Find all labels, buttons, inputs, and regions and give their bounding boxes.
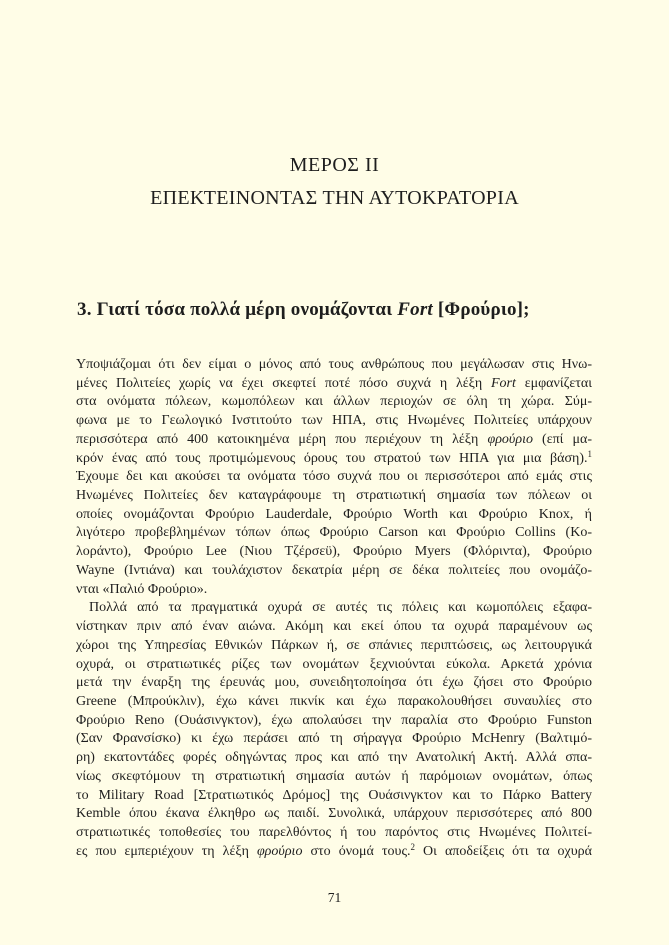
text-run: κρόν ένας από τους προτιμώμενους όρους του στρατού των ΗΠΑ για μια βάση). [76, 450, 588, 466]
body-line [76, 749, 592, 768]
body-line [76, 674, 592, 693]
part-heading [0, 155, 669, 208]
body-line [76, 787, 592, 806]
text-run: νίως σκεφτόμουν τη στρατιωτική σημασία αυτών ή παρόμοιων ονομάτων, όπως [76, 768, 592, 784]
chapter-heading [77, 299, 593, 321]
text-run: Fort [491, 375, 516, 391]
text-run: νται «Παλιό Φρούριο». [76, 581, 208, 597]
text-run: οχυρά, οι στρατιωτικές ρίζες των ονομάτων ξεχνιούνται εύκολα. Αρκετά χρόνια [76, 656, 592, 672]
body-line [76, 524, 592, 543]
text-run: φωνα με το Γεωλογικό Ινστιτούτο των ΗΠΑ, στις Ηνωμένες Πολιτείες υπάρχουν [76, 413, 592, 429]
text-run: μένες Πολιτείες χωρίς να έχει σκεφτεί ποτέ πόσο συχνά η λέξη [76, 375, 491, 391]
text-run: (επί μα- [532, 431, 592, 447]
body-line [76, 543, 592, 562]
page-number: 71 [327, 890, 342, 905]
body-line [76, 618, 592, 637]
body-line [76, 599, 592, 618]
text-run: Fort [397, 299, 433, 320]
text-run: Πολλά από τα πραγματικά οχυρά σε αυτές τις πόλεις και κωμοπόλεις εξαφα- [89, 600, 592, 616]
text-run: Έχουμε δει και ακούσει τα ονόματα τόσο συχνά που οι περισσότεροι από εμάς στις [76, 469, 592, 485]
body-line [76, 375, 592, 394]
text-run: [Φρούριο]; [432, 299, 530, 320]
text-run: στρατιωτικές τοποθεσίες του παρελθόντος ή του παρόντος στις Ηνωμένες Πολιτεί- [76, 824, 592, 840]
body-line [76, 487, 592, 506]
text-run: περισσότερα από 400 κατοικημένα μέρη που περιέχουν τη λέξη [76, 431, 488, 447]
body-text [76, 356, 592, 861]
text-run: 1 [587, 449, 592, 459]
body-line [76, 824, 592, 843]
text-run: Greene (Μπρούκλιν), έχω κάνει πικνίκ και έχω παρακολουθήσει συναυλίες στο [76, 693, 592, 709]
body-line [76, 656, 592, 675]
text-run: ρη) εκατοντάδες φορές οδηγώντας προς και από την Ανατολική Ακτή. Αλλά σπα- [76, 750, 592, 766]
body-line [76, 768, 592, 787]
text-run: Wayne (Ιντιάνα) και τουλάχιστον δεκατρία μέρη σε δέκα πολιτείες που ονομάζο- [76, 562, 592, 578]
text-run: Ηνωμένες Πολιτείες δεν καταγράφουμε τη στρατιωτική σημασία των πόλεων οι [76, 488, 592, 504]
text-run: 2 [410, 842, 416, 852]
text-run: λιγότερο προβεβλημένων τόπων όπως Φρούριο Carson και Φρούριο Collins (Κο- [76, 525, 592, 541]
text-run: 3. Γιατί τόσα πολλά μέρη ονομάζονται [77, 299, 398, 320]
body-line [76, 562, 592, 581]
body-line [76, 581, 592, 600]
text-run: φρούριο [487, 431, 533, 447]
body-line [76, 506, 592, 525]
text-run: στα ονόματα πόλεων, κωμοπόλεων και άλλων περιοχών σε όλη τη χώρα. Σύμ- [76, 394, 592, 410]
part-title: ΕΠΕΚΤΕΙΝΟΝΤΑΣ ΤΗΝ ΑΥΤΟΚΡΑΤΟΡΙΑ [150, 187, 519, 209]
text-run: Υποψιάζομαι ότι δεν είμαι ο μόνος από τους ανθρώπους που μεγάλωσαν στις Ηνω- [76, 357, 592, 372]
text-run: εμφανίζεται [515, 375, 592, 391]
text-run: το Military Road [Στρατιωτικός Δρόμος] της Ουάσινγκτον και το Πάρκο Battery [76, 787, 592, 803]
body-line [76, 637, 592, 656]
body-line [76, 693, 592, 712]
text-run: χώροι της Υπηρεσίας Εθνικών Πάρκων ή, σε σπάνιες περιπτώσεις, ως λειτουργικά [76, 637, 592, 653]
body-line [76, 805, 592, 824]
text-run: νίστηκαν πριν από έναν αιώνα. Ακόμη και εκεί όπου τα οχυρά παραμένουν ως [76, 619, 592, 635]
body-line [76, 843, 592, 862]
body-line [76, 450, 592, 469]
body-line [76, 730, 592, 749]
text-run: λοράντο), Φρούριο Lee (Νιου Τζέρσεϋ), Φρούριο Myers (Φλόριντα), Φρούριο [76, 544, 592, 560]
text-run: Φρούριο Reno (Ουάσινγκτον), έχω απολαύσει την παραλία στο Φρούριο Funston [76, 712, 592, 728]
text-run: Kemble όπου έκανα έλκηθρο ως παιδί. Συνολικά, υπάρχουν περισσότερες από 800 [76, 806, 592, 822]
body-line [76, 712, 592, 731]
body-line [76, 468, 592, 487]
text-run: οποίες ονομάζονται Φρούριο Lauderdale, Φρούριο Worth και Φρούριο Knox, ή [76, 506, 592, 522]
text-run: (Σαν Φρανσίσκο) κι έχω περάσει από τη σήραγγα Φρούριο McHenry (Βαλτιμό- [76, 731, 592, 747]
text-run: φρούριο [256, 843, 303, 859]
part-number: ΜΕΡΟΣ ΙΙ [289, 154, 380, 176]
body-line [76, 356, 592, 375]
body-line [76, 412, 592, 431]
body-line [76, 431, 592, 450]
text-run: Οι αποδείξεις ότι τα οχυρά [415, 843, 592, 859]
text-run: μετά την έναρξη της έρευνάς μου, συνειδητοποίησα ότι έχω ζήσει στο Φρούριο [76, 675, 592, 691]
text-run: ες που εμπεριέχουν τη λέξη [76, 843, 257, 859]
body-line [76, 393, 592, 412]
text-run: στο όνομά τους. [302, 843, 411, 859]
